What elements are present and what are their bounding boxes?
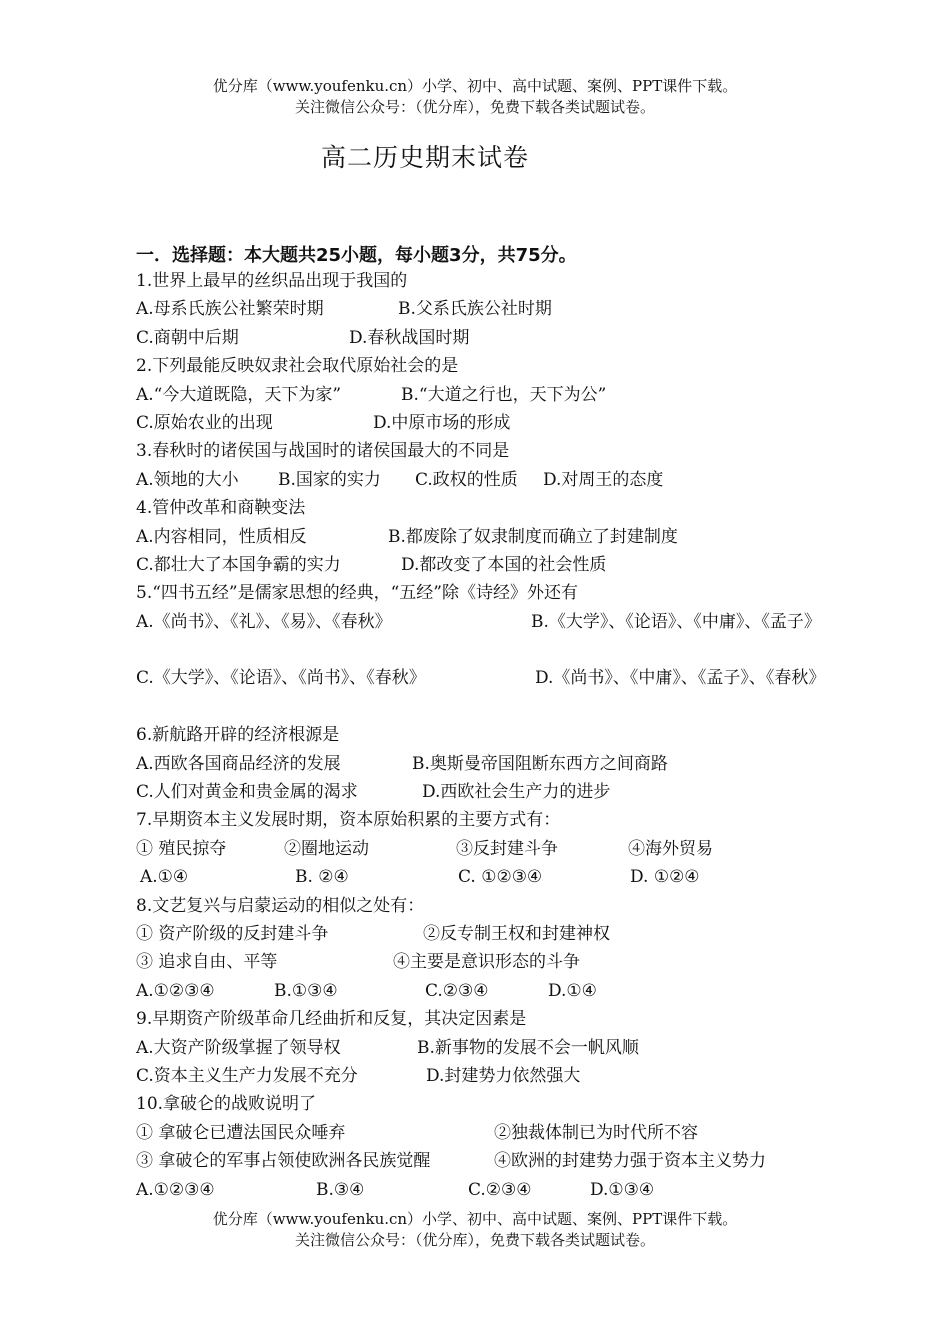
statement: ④海外贸易 xyxy=(628,838,713,859)
statement: ②反专制王权和封建神权 xyxy=(423,923,610,944)
question-stem: 2.下列最能反映奴隶社会取代原始社会的是 xyxy=(136,356,459,377)
option: C.政权的性质 xyxy=(415,469,518,490)
option: C.原始农业的出现 xyxy=(136,412,273,433)
statement: ③ 追求自由、平等 xyxy=(136,952,278,973)
option: D. ①②④ xyxy=(630,867,700,888)
option: D.西欧社会生产力的进步 xyxy=(422,782,611,803)
option-row xyxy=(110,466,850,494)
option: C. ①②③④ xyxy=(458,867,543,888)
header-line-2: 关注微信公众号：（优分库），免费下载各类试题试卷。 xyxy=(294,98,655,116)
statement: ① 资产阶级的反封建斗争 xyxy=(136,923,329,944)
option: B.③④ xyxy=(316,1179,365,1200)
option: A.①④ xyxy=(140,867,189,888)
question-stem: 8.文艺复兴与启蒙运动的相似之处有： xyxy=(136,895,425,916)
option-row xyxy=(110,778,850,806)
option-row xyxy=(110,750,850,778)
option: B.奥斯曼帝国阻断东西方之间商路 xyxy=(412,753,668,774)
option-row xyxy=(110,1062,850,1090)
question-stem: 9.早期资产阶级革命几经曲折和反复，其决定因素是 xyxy=(136,1009,527,1030)
option: B.父系氏族公社时期 xyxy=(398,299,552,320)
question-stem: 3.春秋时的诸侯国与战国时的诸侯国最大的不同是 xyxy=(136,441,510,462)
question-stem: 6.新航路开辟的经济根源是 xyxy=(136,725,340,746)
option-row xyxy=(110,324,850,352)
option: A.西欧各国商品经济的发展 xyxy=(136,753,341,774)
option-row xyxy=(110,863,850,891)
page-footer xyxy=(0,1209,950,1251)
option: C.《大学》、《论语》、《尚书》、《春秋》 xyxy=(136,668,426,689)
statement-row xyxy=(110,835,850,863)
option: D.对周王的态度 xyxy=(543,469,664,490)
option: D.春秋战国时期 xyxy=(349,327,470,348)
statement: ④主要是意识形态的斗争 xyxy=(393,952,580,973)
option-row xyxy=(110,551,850,579)
statement-row xyxy=(110,920,850,948)
option: C.②③④ xyxy=(425,980,489,1001)
option: A.“今大道既隐，天下为家” xyxy=(136,384,342,405)
option: B.国家的实力 xyxy=(278,469,381,490)
option: A.①②③④ xyxy=(136,1179,215,1200)
footer-line-1: 优分库（www.youfenku.cn）小学、初中、高中试题、案例、PPT课件下载。 xyxy=(212,1210,738,1228)
option: A.大资产阶级掌握了领导权 xyxy=(136,1037,341,1058)
page-title: 高二历史期末试卷 xyxy=(320,143,529,172)
section-heading: 一．选择题：本大题共25小题，每小题3分，共75分。 xyxy=(136,245,577,266)
question-stem: 1.世界上最早的丝织品出现于我国的 xyxy=(136,271,408,291)
statement: ②独裁体制已为时代所不容 xyxy=(494,1122,698,1143)
option-row xyxy=(110,608,850,636)
option: D.中原市场的形成 xyxy=(373,412,511,433)
option: C.商朝中后期 xyxy=(136,327,239,348)
option: D.①④ xyxy=(548,980,597,1001)
statement: ②圈地运动 xyxy=(284,838,369,859)
option: B.“大道之行也，天下为公” xyxy=(401,384,607,405)
option: C.②③④ xyxy=(468,1179,532,1200)
option: D.①③④ xyxy=(590,1179,655,1200)
option: B.都废除了奴隶制度而确立了封建制度 xyxy=(388,526,678,547)
option: A.①②③④ xyxy=(136,980,215,1001)
option-row xyxy=(110,523,850,551)
option: B.新事物的发展不会一帆风顺 xyxy=(417,1037,639,1058)
option: B.①③④ xyxy=(274,980,338,1001)
statement-row xyxy=(110,1119,850,1147)
question-stem: 7.早期资本主义发展时期，资本原始积累的主要方式有： xyxy=(136,810,561,831)
statement-row xyxy=(110,948,850,976)
option: C.人们对黄金和贵金属的渴求 xyxy=(136,782,358,803)
question-stem: 5.“四书五经”是儒家思想的经典，“五经”除《诗经》外还有 xyxy=(136,583,578,604)
option-row xyxy=(110,381,850,409)
option: B. ②④ xyxy=(295,867,349,888)
option: A.内容相同，性质相反 xyxy=(136,526,307,547)
statement: ① 殖民掠夺 xyxy=(136,838,227,859)
option: A.母系氏族公社繁荣时期 xyxy=(136,299,324,320)
option: D.《尚书》、《中庸》、《孟子》、《春秋》 xyxy=(535,668,826,689)
option-row xyxy=(110,409,850,437)
option: C.都壮大了本国争霸的实力 xyxy=(136,554,341,575)
statement-row xyxy=(110,1147,850,1175)
option-row xyxy=(110,295,850,323)
statement: ③ 拿破仑的军事占领使欧洲各民族觉醒 xyxy=(136,1151,431,1172)
option: A.领地的大小 xyxy=(136,469,239,490)
statement: ③反封建斗争 xyxy=(456,838,558,859)
option-row xyxy=(110,1176,850,1204)
option-row xyxy=(110,1034,850,1062)
option: B.《大学》、《论语》、《中庸》、《孟子》 xyxy=(531,611,821,632)
question-stem: 10.拿破仑的战败说明了 xyxy=(136,1094,317,1115)
question-list xyxy=(110,267,850,1204)
statement: ④欧洲的封建势力强于资本主义势力 xyxy=(494,1151,766,1172)
option-row xyxy=(110,664,850,692)
option: C.资本主义生产力发展不充分 xyxy=(136,1065,358,1086)
footer-line-2: 关注微信公众号：（优分库），免费下载各类试题试卷。 xyxy=(294,1231,655,1249)
option: A.《尚书》、《礼》、《易》、《春秋》 xyxy=(136,611,392,632)
option-row xyxy=(110,977,850,1005)
statement: ① 拿破仑已遭法国民众唾弃 xyxy=(136,1122,346,1143)
page-header xyxy=(0,76,950,118)
question-stem: 4.管仲改革和商鞅变法 xyxy=(136,498,306,519)
option: D.封建势力依然强大 xyxy=(426,1065,581,1086)
option: D.都改变了本国的社会性质 xyxy=(401,554,607,575)
header-line-1: 优分库（www.youfenku.cn）小学、初中、高中试题、案例、PPT课件下载。 xyxy=(212,77,738,95)
